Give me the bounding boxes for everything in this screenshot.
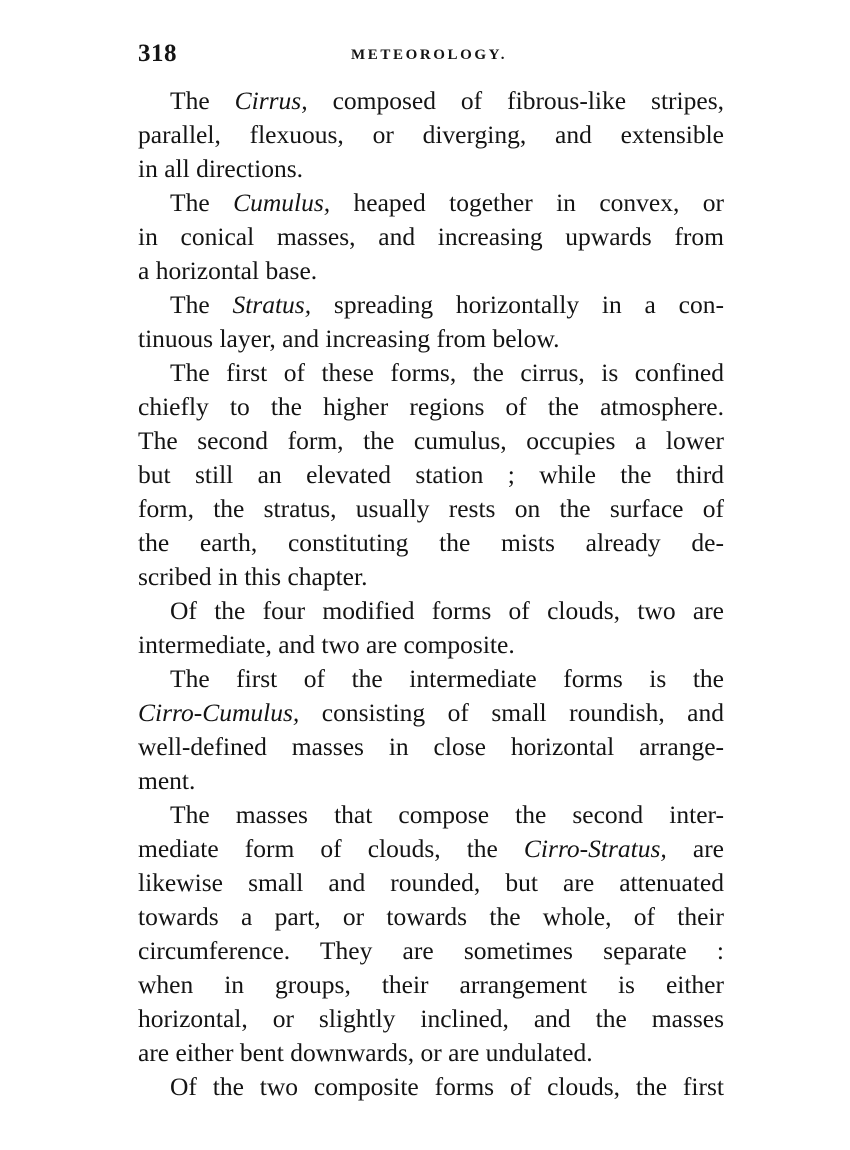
text-line <box>138 1002 724 1036</box>
cloud-term: Cirrus, <box>234 86 308 115</box>
text-line <box>138 662 724 696</box>
paragraph <box>138 186 724 288</box>
text-segment: chiefly to the higher regions of the atmosphere. <box>138 392 724 421</box>
text-segment: tinuous layer, and increasing from below. <box>138 324 560 353</box>
text-line <box>138 186 724 220</box>
cloud-term: Cirro-Cumulus, <box>138 698 300 727</box>
running-title: METEOROLOGY. <box>351 47 508 63</box>
text-segment: heaped together in convex, or <box>330 188 724 217</box>
body-text <box>138 84 724 1104</box>
text-segment: intermediate, and two are composite. <box>138 630 515 659</box>
text-segment: The <box>170 86 235 115</box>
text-line <box>138 118 724 152</box>
text-line <box>138 220 724 254</box>
text-line <box>138 458 724 492</box>
text-line <box>138 730 724 764</box>
text-line <box>138 1070 724 1104</box>
text-line <box>138 424 724 458</box>
text-segment: a horizontal base. <box>138 256 318 285</box>
text-line <box>138 84 724 118</box>
text-line <box>138 390 724 424</box>
text-line <box>138 866 724 900</box>
text-line <box>138 560 724 594</box>
text-line <box>138 254 724 288</box>
text-segment: but still an elevated station ; while the third <box>138 460 724 489</box>
text-segment: ment. <box>138 766 196 795</box>
text-segment: are <box>666 834 724 863</box>
text-segment: likewise small and rounded, but are attenuated <box>138 868 724 897</box>
paragraph <box>138 1070 724 1104</box>
text-segment: Of the four modified forms of clouds, two are <box>170 596 724 625</box>
text-segment: in all directions. <box>138 154 304 183</box>
paragraph <box>138 84 724 186</box>
text-line <box>138 356 724 390</box>
page-number: 318 <box>138 40 177 67</box>
text-line <box>138 288 724 322</box>
cloud-term: Stratus, <box>232 290 312 319</box>
text-segment: The <box>170 290 233 319</box>
paragraph <box>138 662 724 798</box>
text-line <box>138 696 724 730</box>
text-segment: The second form, the cumulus, occupies a lower <box>138 426 724 455</box>
text-line <box>138 526 724 560</box>
text-line <box>138 934 724 968</box>
cloud-term: Cumulus, <box>233 188 331 217</box>
text-segment: The masses that compose the second inter- <box>170 800 724 829</box>
text-segment: Of the two composite forms of clouds, the first <box>170 1072 724 1101</box>
text-line <box>138 594 724 628</box>
text-line <box>138 764 724 798</box>
text-segment: scribed in this chapter. <box>138 562 368 591</box>
text-line <box>138 628 724 662</box>
text-segment: parallel, flexuous, or diverging, and extensible <box>138 120 724 149</box>
text-line <box>138 1036 724 1070</box>
text-line <box>138 832 724 866</box>
paragraph <box>138 594 724 662</box>
text-segment: towards a part, or towards the whole, of their <box>138 902 724 931</box>
text-segment: consisting of small roundish, and <box>299 698 724 727</box>
text-segment: when in groups, their arrangement is either <box>138 970 724 999</box>
text-segment: are either bent downwards, or are undulated. <box>138 1038 593 1067</box>
text-segment: horizontal, or slightly inclined, and the masses <box>138 1004 724 1033</box>
text-segment: circumference. They are sometimes separate : <box>138 936 724 965</box>
text-segment: in conical masses, and increasing upwards from <box>138 222 724 251</box>
text-segment: form, the stratus, usually rests on the surface of <box>138 494 724 523</box>
paragraph <box>138 356 724 594</box>
text-line <box>138 492 724 526</box>
text-segment: well-defined masses in close horizontal arrange- <box>138 732 724 761</box>
cloud-term: Cirro-Stratus, <box>523 834 667 863</box>
paragraph <box>138 798 724 1070</box>
text-segment: the earth, constituting the mists already de- <box>138 528 724 557</box>
text-segment: The first of these forms, the cirrus, is confined <box>170 358 724 387</box>
text-line <box>138 968 724 1002</box>
page-header <box>138 38 728 74</box>
text-line <box>138 900 724 934</box>
text-segment: spreading horizontally in a con- <box>311 290 724 319</box>
text-line <box>138 322 724 356</box>
text-segment: The <box>170 188 234 217</box>
text-segment: mediate form of clouds, the <box>138 834 524 863</box>
text-segment: composed of fibrous-like stripes, <box>307 86 724 115</box>
paragraph <box>138 288 724 356</box>
text-line <box>138 152 724 186</box>
text-line <box>138 798 724 832</box>
text-segment: The first of the intermediate forms is the <box>170 664 724 693</box>
